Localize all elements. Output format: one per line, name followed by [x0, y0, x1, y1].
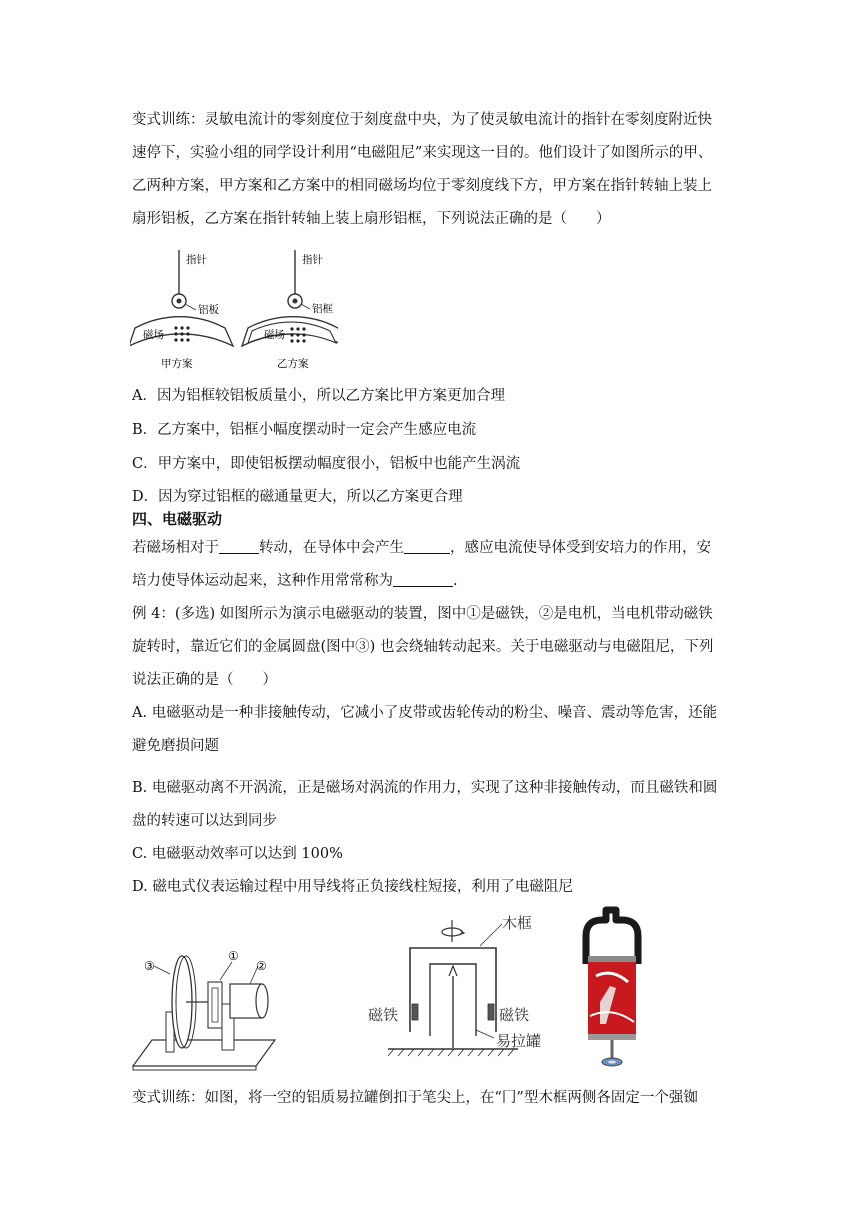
blank-3 [393, 571, 453, 587]
text-line: D. 磁电式仪表运输过程中用导线将正负接线柱短接，利用了电磁阻尼 [132, 879, 573, 895]
pointer-label: 指针 [302, 254, 323, 266]
pointer-label: 指针 [186, 254, 207, 266]
text-line: 变式训练：如图，将一空的铝质易拉罐倒扣于笔尖上，在“冂”型木框两侧各固定一个强铷 [132, 1090, 698, 1106]
option-a: A．因为铝框较铝板质量小，所以乙方案比甲方案更加合理 [132, 388, 505, 404]
text-line: 乙两种方案，甲方案和乙方案中的相同磁场均位于零刻度线下方，甲方案在指针转轴上装上 [132, 178, 712, 194]
disc-label: ③ [144, 959, 155, 973]
frame-label: 木框 [502, 914, 533, 932]
option-b: B．乙方案中，铝框小幅度摆动时一定会产生感应电流 [132, 422, 477, 438]
text-segment: . [453, 573, 458, 589]
text-segment: 若磁场相对于 [132, 540, 219, 556]
text-line: 旋转时，靠近它们的金属圆盘(图中③) 也会绕轴转动起来。关于电磁驱动与电磁阻尼，下列 [132, 639, 714, 655]
text-segment: ，感应电流使导体受到安培力的作用，安 [450, 540, 711, 556]
magnet-right-label: 磁铁 [499, 1006, 530, 1024]
fill-in-paragraph [132, 532, 732, 598]
wooden-frame-can-figure [368, 912, 570, 1062]
text-line: B. 电磁驱动离不开涡流，正是磁场对涡流的作用力，实现了这种非接触传动，而且磁铁和圆 [132, 780, 718, 796]
text-line [132, 565, 732, 598]
magnetic-field-dots [174, 326, 189, 341]
field-label: 磁场 [143, 329, 164, 341]
can-photo-illustration [576, 906, 648, 1076]
motor-label: ② [256, 959, 267, 973]
section-heading: 四、电磁驱动 [132, 510, 223, 528]
variant-training-paragraph-1 [132, 104, 732, 236]
text-line: 说法正确的是（ ） [132, 672, 277, 688]
can-label: 易拉罐 [496, 1032, 542, 1050]
text-line [132, 532, 732, 565]
text-line: 变式训练：灵敏电流计的零刻度位于刻度盘中央，为了使灵敏电流计的指针在零刻度附近快 [132, 112, 712, 128]
text-line: C. 电磁驱动效率可以达到 100% [132, 846, 343, 862]
text-line: 盘的转速可以达到同步 [132, 813, 277, 829]
magnet-label: ① [228, 949, 239, 963]
option-d: D．因为穿过铝框的磁通量更大，所以乙方案更合理 [132, 489, 463, 505]
frame-label: 铝框 [312, 303, 333, 315]
variant-training-paragraph-2 [132, 1082, 732, 1115]
option-c: C．甲方案中，即使铝板摆动幅度很小，铝板中也能产生涡流 [132, 456, 521, 472]
example-4-paragraph [132, 598, 732, 697]
galvanometer-schemes-figure [130, 246, 338, 372]
example-4-option-c [132, 838, 732, 871]
scheme-a-caption: 甲方案 [161, 358, 193, 370]
text-segment: 转动，在导体中会产生 [259, 540, 404, 556]
text-line: 避免磨损问题 [132, 738, 219, 754]
blank-1 [219, 538, 259, 554]
blank-2 [404, 538, 450, 554]
example-4-option-a [132, 697, 732, 763]
text-line: 速停下，实验小组的同学设计利用“电磁阻尼”来实现这一目的。他们设计了如图所示的甲、 [132, 145, 713, 161]
text-line: 例 4：(多选) 如图所示为演示电磁驱动的装置，图中①是磁铁，②是电机，当电机带动磁铁 [132, 606, 713, 622]
plate-label: 铝板 [198, 304, 219, 316]
example-4-option-b [132, 772, 732, 838]
text-line: 扇形铝板，乙方案在指针转轴上装上扇形铝框，下列说法正确的是（ ） [132, 211, 611, 227]
magnetic-field-dots [290, 327, 305, 342]
text-line: A. 电磁驱动是一种非接触传动，它减小了皮带或齿轮传动的粉尘、噪音、震动等危害，还能 [132, 705, 718, 721]
magnet-left-label: 磁铁 [368, 1006, 399, 1024]
text-segment: 培力使导体运动起来，这种作用常常称为 [132, 573, 393, 589]
field-label: 磁场 [264, 329, 285, 341]
example-4-option-d [132, 871, 732, 904]
scheme-b-caption: 乙方案 [277, 358, 309, 370]
electromagnetic-drive-device-figure [130, 944, 280, 1072]
